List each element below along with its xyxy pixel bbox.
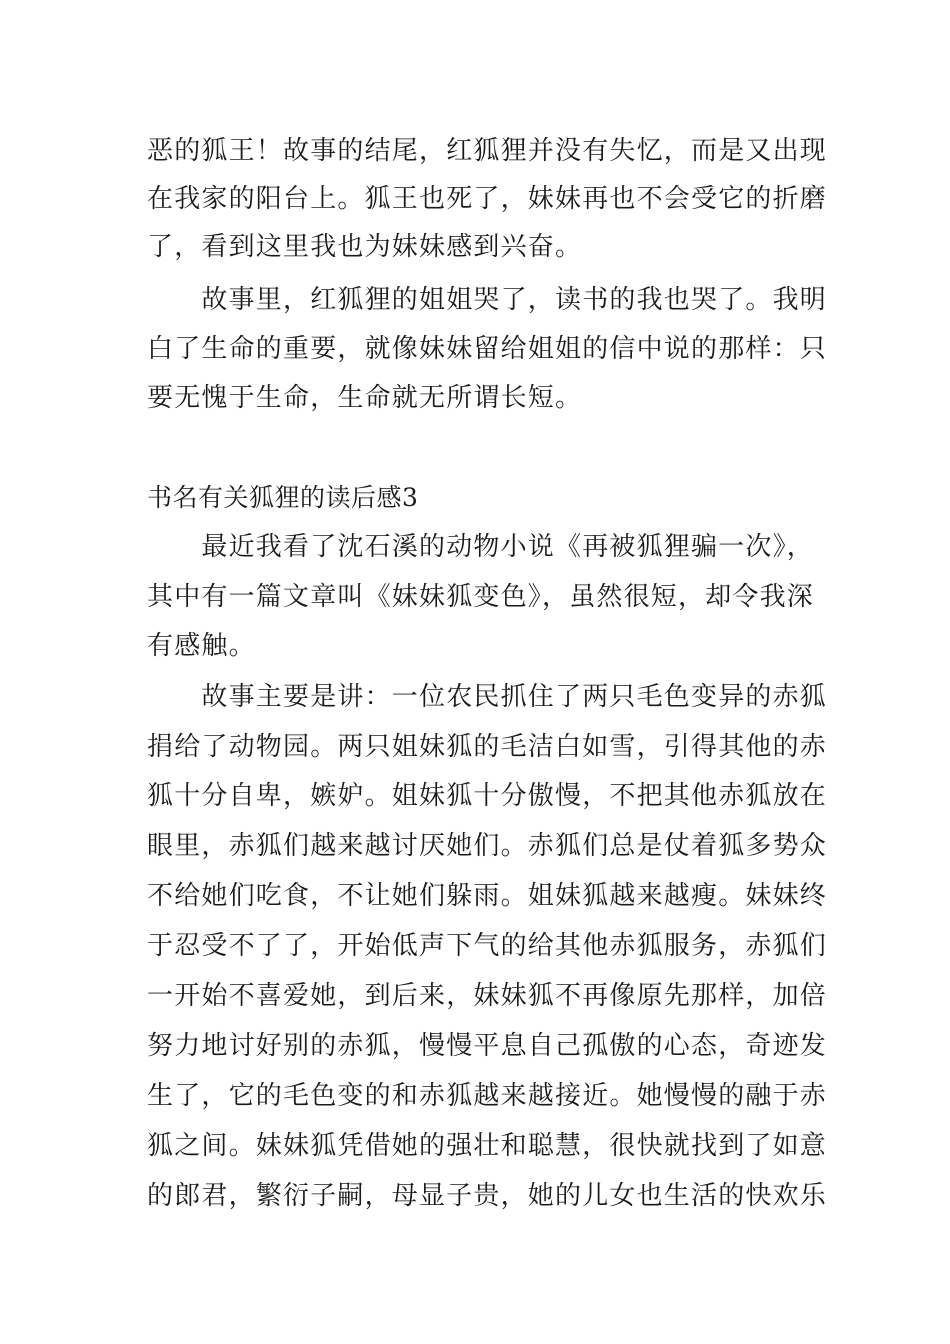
section-heading: 书名有关狐狸的读后感3 [147, 483, 419, 512]
text-line: 不给她们吃食，不让她们躲雨。姐妹狐越来越瘦。妹妹终 [147, 881, 828, 911]
text-line: 在我家的阳台上。狐王也死了，妹妹再也不会受它的折磨 [147, 184, 828, 214]
text-line: 故事里，红狐狸的姐姐哭了，读书的我也哭了。我明 [147, 285, 828, 315]
text-line: 捐给了动物园。两只姐妹狐的毛洁白如雪，引得其他的赤 [147, 732, 828, 762]
text-line: 有感触。 [147, 631, 256, 661]
text-line: 故事主要是讲：一位农民抓住了两只毛色变异的赤狐 [147, 682, 828, 712]
text-line: 眼里，赤狐们越来越讨厌她们。赤狐们总是仗着狐多势众 [147, 831, 828, 861]
text-line: 狐十分自卑，嫉妒。姐妹狐十分傲慢，不把其他赤狐放在 [147, 781, 828, 811]
document-body [147, 0, 828, 1344]
text-line: 生了，它的毛色变的和赤狐越来越接近。她慢慢的融于赤 [147, 1081, 828, 1111]
text-line: 一开始不喜爱她，到后来，妹妹狐不再像原先那样，加倍 [147, 981, 828, 1011]
text-line: 努力地讨好别的赤狐，慢慢平息自己孤傲的心态，奇迹发 [147, 1031, 828, 1061]
text-line: 了，看到这里我也为妹妹感到兴奋。 [147, 232, 583, 262]
text-line: 白了生命的重要，就像妹妹留给姐姐的信中说的那样：只 [147, 334, 828, 364]
text-line: 于忍受不了了，开始低声下气的给其他赤狐服务，赤狐们 [147, 931, 828, 961]
text-line: 狐之间。妹妹狐凭借她的强壮和聪慧，很快就找到了如意 [147, 1131, 828, 1161]
text-line: 要无愧于生命，生命就无所谓长短。 [147, 383, 583, 413]
text-line: 最近我看了沈石溪的动物小说《再被狐狸骗一次》， [147, 532, 815, 562]
text-line: 其中有一篇文章叫《妹妹狐变色》，虽然很短，却令我深 [147, 582, 815, 612]
text-line: 恶的狐王！故事的结尾，红狐狸并没有失忆，而是又出现 [147, 136, 828, 166]
text-line: 的郎君，繁衍子嗣，母显子贵，她的儿女也生活的快欢乐 [147, 1181, 828, 1211]
